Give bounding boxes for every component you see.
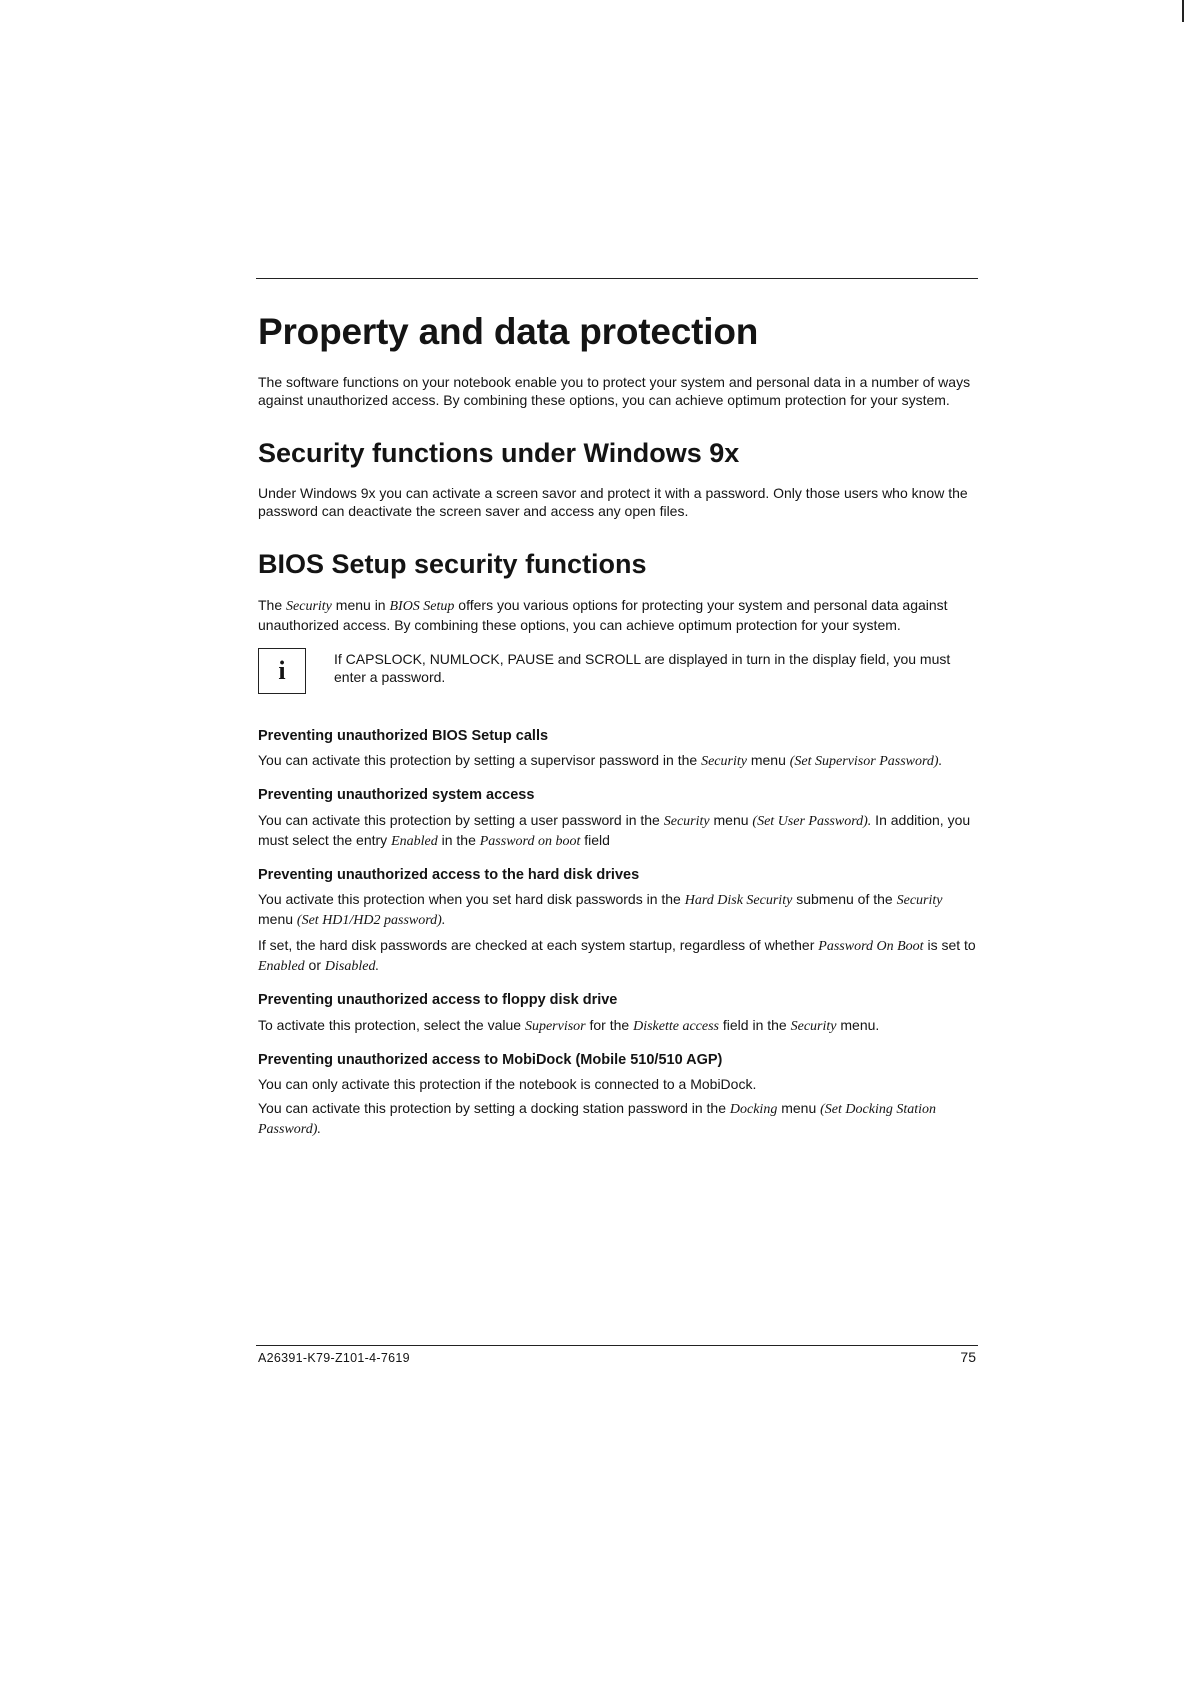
section-bios-body: The Security menu in BIOS Setup offers you various options for protecting your system and personal data against unauthorized access. By combining these options, you can achieve optimum protection for your system.: [258, 597, 948, 634]
footer-rule: [256, 1345, 978, 1346]
page-content: [258, 312, 978, 1143]
floppy-text: To activate this protection, select the value Supervisor for the Diskette access field in the Security menu.: [258, 1016, 880, 1034]
page-number: 75: [960, 1349, 976, 1365]
subheading-mobidock: Preventing unauthorized access to MobiDock (Mobile 510/510 AGP): [258, 1051, 723, 1068]
info-note: [258, 646, 978, 694]
section-heading-bios: BIOS Setup security functions: [258, 549, 647, 580]
subheading-bios-setup-calls: Preventing unauthorized BIOS Setup calls: [258, 728, 549, 745]
section-heading-windows: Security functions under Windows 9x: [258, 437, 740, 468]
page-title: Property and data protection: [258, 311, 759, 352]
subheading-system-access: Preventing unauthorized system access: [258, 787, 535, 804]
info-note-text: If CAPSLOCK, NUMLOCK, PAUSE and SCROLL are displayed in turn in the display field, you must enter a password.: [334, 651, 951, 686]
hard-disk-text-1: You activate this protection when you set hard disk passwords in the Hard Disk Security submenu of the Security menu (Set HD1/HD2 password).: [258, 891, 943, 929]
mobidock-text-1: You can only activate this protection if the notebook is connected to a MobiDock.: [258, 1076, 757, 1093]
mobidock-text-2: You can activate this protection by setting a docking station password in the Docking menu (Set Docking Station Password).: [258, 1100, 937, 1138]
bios-setup-calls-text: You can activate this protection by setting a supervisor password in the Security menu (Set Supervisor Password).: [258, 752, 943, 770]
section-windows-body: Under Windows 9x you can activate a screen savor and protect it with a password. Only those users who know the password can deactivate the screen saver and access any open files.: [258, 485, 968, 520]
header-rule: [256, 278, 978, 279]
intro-paragraph: The software functions on your notebook enable you to protect your system and personal data in a number of ways against unauthorized access. By combining these options, you can achieve optimum protection for your system.: [258, 373, 971, 408]
info-icon: i: [258, 648, 306, 694]
system-access-text: You can activate this protection by setting a user password in the Security menu (Set User Password). In addition, you must select the entry Enabled in the Password on boot field: [258, 811, 971, 849]
hard-disk-text-2: If set, the hard disk passwords are checked at each system startup, regardless of whether Password On Boot is set to Enabled or Disabled.: [258, 937, 976, 975]
scan-margin-mark: [1182, 0, 1184, 22]
document-id: A26391-K79-Z101-4-7619: [258, 1351, 410, 1365]
subheading-hard-disk: Preventing unauthorized access to the hard disk drives: [258, 866, 640, 883]
subheading-floppy: Preventing unauthorized access to floppy disk drive: [258, 992, 618, 1009]
